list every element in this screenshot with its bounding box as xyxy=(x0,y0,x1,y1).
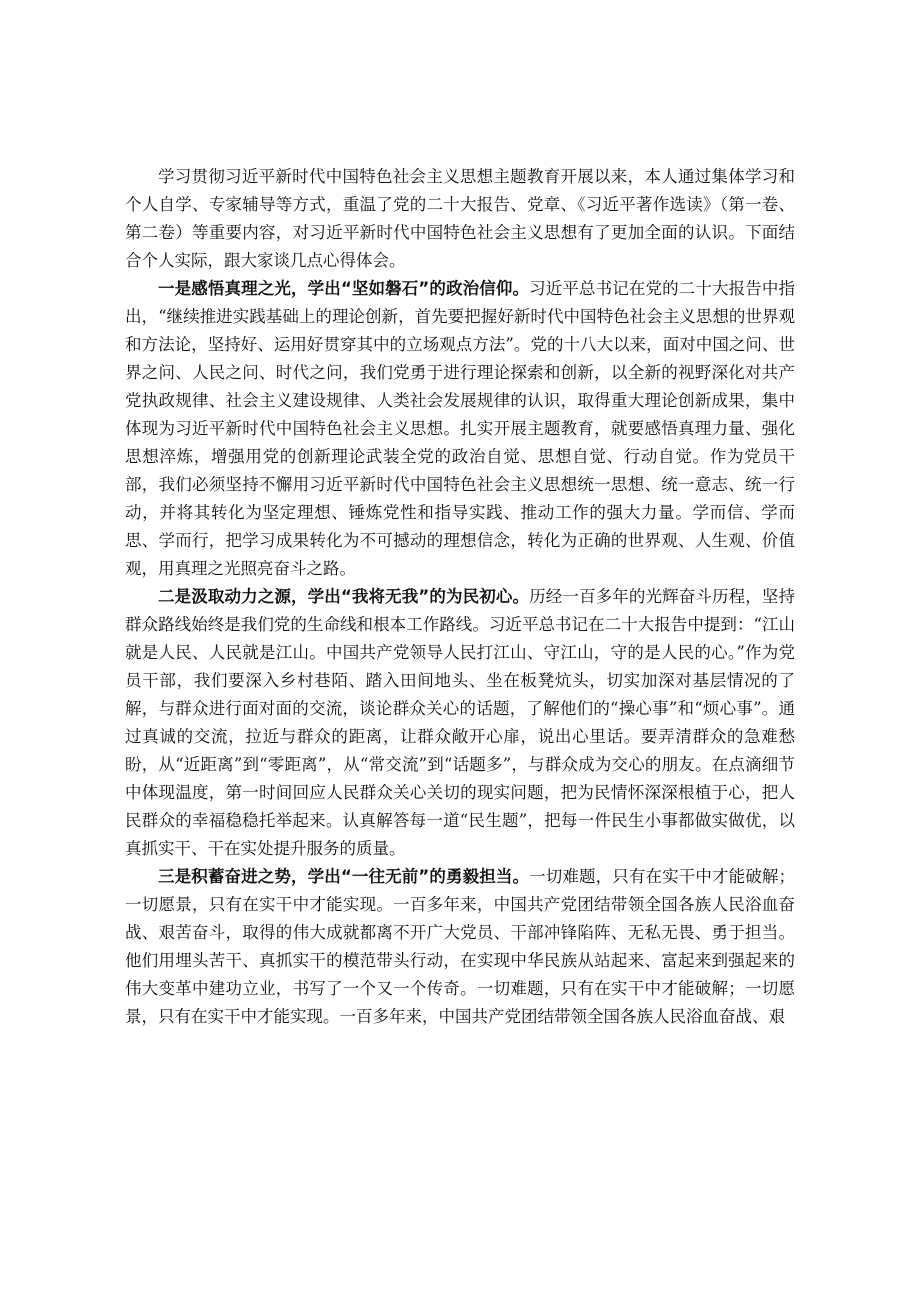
document-body xyxy=(125,163,795,1031)
paragraph-text: 习近平总书记在党的二十大报告中指出，“继续推进实践基础上的理论创新，首先要把握好新时代中国特色社会主义思想的世界观和方法论，坚持好、运用好贯穿其中的立场观点方法”。党的十八大以来，面对中国之问、世界之问、人民之问、时代之问，我们党勇于进行理论探索和创新，以全新的视野深化对共产党执政规律、社会主义建设规律、人类社会发展规律的认识，取得重大理论创新成果，集中体现为习近平新时代中国特色社会主义思想。扎实开展主题教育，就要感悟真理力量、强化思想淬炼，增强用党的创新理论武装全党的政治自觉、思想自觉、行动自觉。作为党员干部，我们必须坚持不懈用习近平新时代中国特色社会主义思想统一思想、统一意志、统一行动，并将其转化为坚定理想、锤炼党性和指导实践、推动工作的强大力量。学而信、学而思、学而行，把学习成果转化为不可撼动的理想信念，转化为正确的世界观、人生观、价值观，用真理之光照亮奋斗之路。 xyxy=(125,279,795,578)
paragraph-heading: 一是感悟真理之光，学出“坚如磐石”的政治信仰。 xyxy=(158,279,530,298)
point-two-paragraph xyxy=(125,583,795,863)
paragraph-text: 学习贯彻习近平新时代中国特色社会主义思想主题教育开展以来，本人通过集体学习和个人自学、专家辅导等方式，重温了党的二十大报告、党章、《习近平著作选读》（第一卷、第二卷）等重要内容，对习近平新时代中国特色社会主义思想有了更加全面的认识。下面结合个人实际，跟大家谈几点心得体会。 xyxy=(125,167,795,270)
paragraph-heading: 二是汲取动力之源，学出“我将无我”的为民初心。 xyxy=(158,587,530,606)
point-one-paragraph xyxy=(125,275,795,583)
paragraph-text: 历经一百多年的光辉奋斗历程，坚持群众路线始终是我们党的生命线和根本工作路线。习近平总书记在二十大报告中提到：“江山就是人民、人民就是江山。中国共产党领导人民打江山、守江山，守的是人民的心。”作为党员干部，我们要深入乡村巷陌、踏入田间地头、坐在板凳炕头，切实加深对基层情况的了解，与群众进行面对面的交流，谈论群众关心的话题，了解他们的“操心事”和“烦心事”。通过真诚的交流，拉近与群众的距离，让群众敞开心扉，说出心里话。要弄清群众的急难愁盼，从“近距离”到“零距离”，从“常交流”到“话题多”，与群众成为交心的朋友。在点滴细节中体现温度，第一时间回应人民群众关心关切的现实问题，把为民情怀深深根植于心，把人民群众的幸福稳稳托举起来。认真解答每一道“民生题”，把每一件民生小事都做实做优，以真抓实干、干在实处提升服务的质量。 xyxy=(125,587,795,858)
intro-paragraph xyxy=(125,163,795,275)
paragraph-heading: 三是积蓄奋进之势，学出“一往无前”的勇毅担当。 xyxy=(158,867,530,886)
paragraph-text: 一切难题，只有在实干中才能破解；一切愿景，只有在实干中才能实现。一百多年来，中国共产党团结带领全国各族人民浴血奋战、艰苦奋斗，取得的伟大成就都离不开广大党员、干部冲锋陷阵、无私无畏、勇于担当。他们用埋头苦干、真抓实干的模范带头行动，在实现中华民族从站起来、富起来到强起来的伟大变革中建功立业，书写了一个又一个传奇。一切难题，只有在实干中才能破解；一切愿景，只有在实干中才能实现。一百多年来，中国共产党团结带领全国各族人民浴血奋战、艰 xyxy=(125,867,795,1026)
point-three-paragraph xyxy=(125,863,795,1031)
